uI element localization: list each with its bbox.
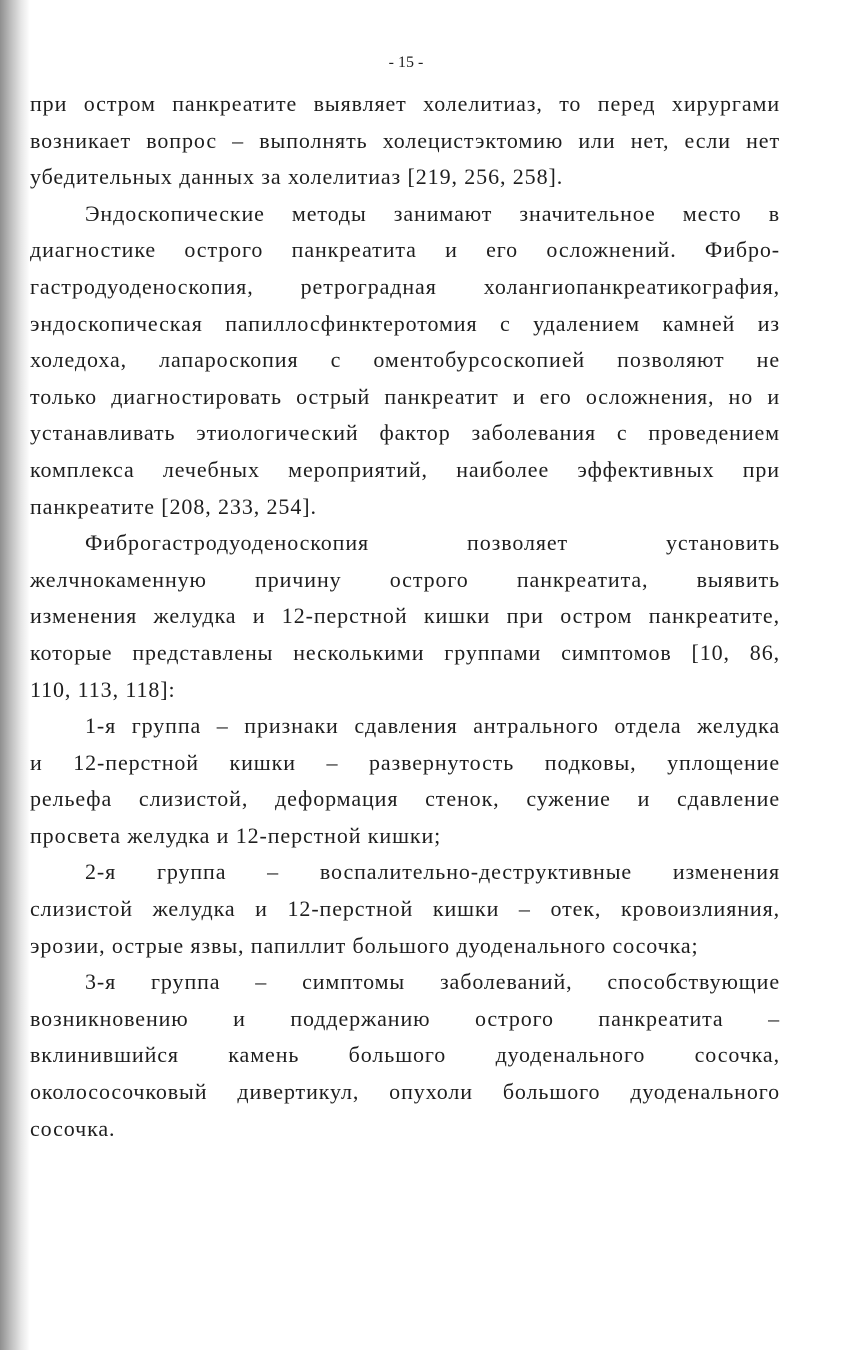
paragraph-line: которые представлены несколькими группами симптомов [10, 86,: [30, 639, 780, 665]
paragraph-line: изменения желудка и 12-перстной кишки при остром панкреатите,: [30, 603, 780, 629]
paragraph-line: Фиброгастродуоденоскопия позволяет установить: [85, 530, 780, 556]
document-body: [30, 86, 780, 1147]
paragraph-line: только диагностировать острый панкреатит и его осложнения, но и: [30, 383, 780, 409]
paragraph-4: [30, 708, 780, 854]
paragraph-line: возникновению и поддержанию острого панкреатита –: [30, 1005, 780, 1031]
paragraph-line: Эндоскопические методы занимают значительное место в: [85, 200, 780, 226]
paragraph-line: и 12-перстной кишки – развернутость подковы, уплощение: [30, 749, 780, 775]
paragraph-5: [30, 854, 780, 964]
paragraph-1: [30, 86, 780, 196]
paragraph-line: вклинившийся камень большого дуоденального сосочка,: [30, 1042, 780, 1068]
paragraph-line: гастродуоденоскопия, ретроградная холангиопанкреатикография,: [30, 273, 780, 299]
paragraph-2: [30, 196, 780, 525]
paragraph-line: 110, 113, 118]:: [30, 676, 176, 702]
paragraph-line: 1-я группа – признаки сдавления антрального отдела желудка: [85, 713, 780, 739]
paragraph-line: возникает вопрос – выполнять холецистэктомию или нет, если нет: [30, 127, 780, 153]
paragraph-line: эндоскопическая папиллосфинктеротомия с удалением камней из: [30, 310, 780, 336]
paragraph-line: устанавливать этиологический фактор заболевания с проведением: [30, 420, 780, 446]
paragraph-line: при остром панкреатите выявляет холелитиаз, то перед хирургами: [30, 91, 780, 116]
paragraph-line: просвета желудка и 12-перстной кишки;: [30, 822, 442, 848]
paragraph-line: эрозии, острые язвы, папиллит большого дуоденального сосочка;: [30, 932, 699, 958]
paragraph-line: диагностике острого панкреатита и его осложнений. Фибро-: [30, 237, 780, 263]
paragraph-line: комплекса лечебных мероприятий, наиболее эффективных при: [30, 456, 780, 482]
paragraph-line: желчнокаменную причину острого панкреатита, выявить: [30, 566, 780, 592]
page-number: - 15 -: [388, 54, 424, 71]
scan-edge-shadow: [0, 0, 30, 1350]
paragraph-line: околососочковый дивертикул, опухоли большого дуоденального: [30, 1079, 780, 1105]
paragraph-line: убедительных данных за холелитиаз [219, 256, 258].: [30, 164, 564, 190]
paragraph-line: рельефа слизистой, деформация стенок, сужение и сдавление: [30, 786, 780, 812]
paragraph-line: холедоха, лапароскопия с оментобурсоскопией позволяют не: [30, 347, 780, 373]
paragraph-line: слизистой желудка и 12-перстной кишки – отек, кровоизлияния,: [30, 896, 780, 922]
paragraph-line: 3-я группа – симптомы заболеваний, способствующие: [85, 969, 780, 995]
paragraph-line: сосочка.: [30, 1115, 116, 1141]
paragraph-6: [30, 964, 780, 1147]
paragraph-line: панкреатите [208, 233, 254].: [30, 493, 317, 519]
paragraph-line: 2-я группа – воспалительно-деструктивные изменения: [85, 859, 780, 885]
paragraph-3: [30, 525, 780, 708]
